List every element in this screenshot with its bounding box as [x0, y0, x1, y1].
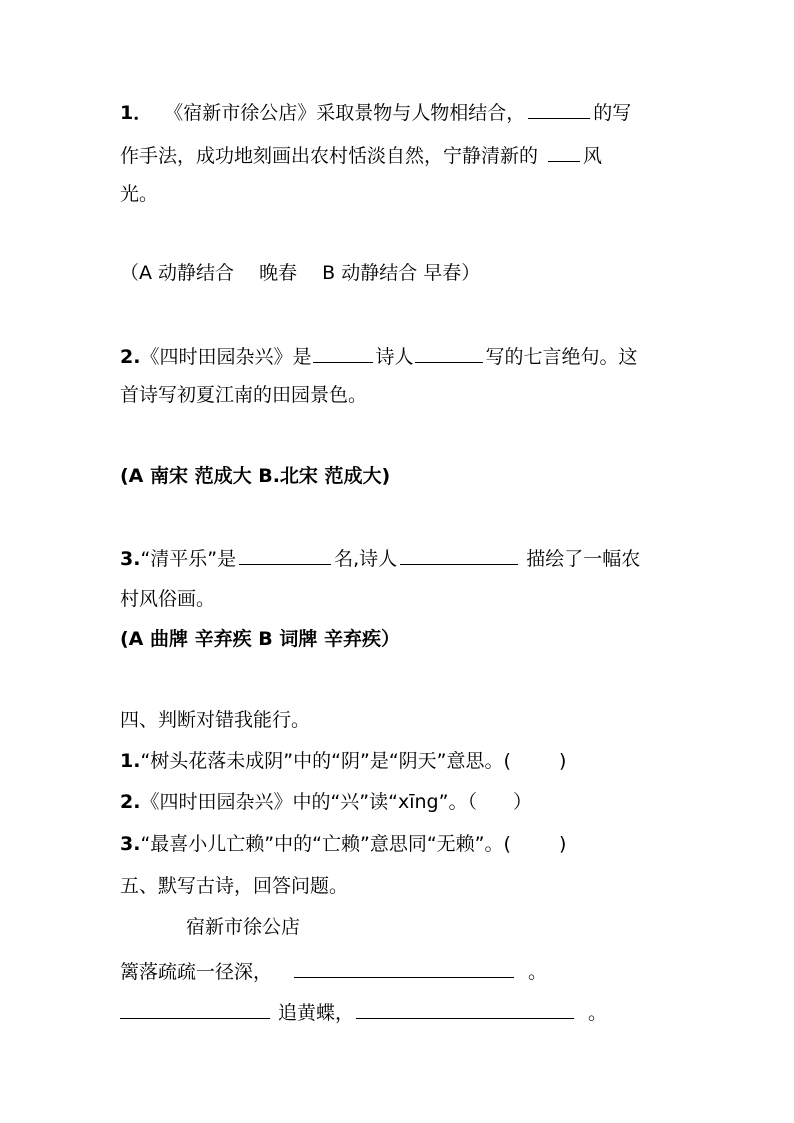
q1-line3 — [120, 185, 158, 204]
q1-options — [120, 264, 480, 283]
judge-2-text: 《四时田园杂兴》中的“兴”读“xīng”。（ — [140, 791, 477, 813]
poem-blank-2[interactable] — [120, 1002, 270, 1019]
poem-blank-3[interactable] — [356, 1002, 574, 1019]
judge-3-number: 3. — [120, 833, 141, 855]
q1-text-part5: 光。 — [120, 183, 159, 205]
q2-text-part1: 《四时田园杂兴》是 — [140, 346, 312, 368]
q3-line2 — [120, 590, 215, 609]
q3-blank-1[interactable] — [239, 548, 331, 565]
poem-line-2 — [120, 1002, 607, 1023]
poem-blank-1[interactable] — [294, 961, 514, 978]
judge-3-text: “最喜小儿亡赖”中的“亡赖”意思同“无赖”。( — [140, 833, 511, 855]
poem-line2-end: 。 — [588, 1002, 608, 1024]
q3-number: 3. — [120, 548, 141, 570]
q2-options — [120, 467, 390, 486]
q1-blank-2[interactable] — [548, 145, 580, 162]
judge-1-number: 1. — [120, 750, 141, 772]
q3-options — [120, 630, 400, 649]
q1-text-part4: 风 — [583, 145, 603, 167]
poem-title-text: 宿新市徐公店 — [186, 916, 301, 938]
q3-text-part3: 描绘了一幅农 — [526, 548, 641, 570]
q2-options-text: (A 南宋 范成大 B.北宋 范成大) — [120, 465, 391, 487]
q1-text-part3: 作手法，成功地刻画出农村恬淡自然，宁静清新的 — [120, 145, 539, 167]
poem-line2-mid: 追黄蝶， — [278, 1002, 355, 1024]
q2-number: 2. — [120, 346, 141, 368]
poem-line1-start: 篱落疏疏一径深， — [120, 961, 273, 983]
judge-item-2 — [120, 793, 532, 812]
q1-number: 1． — [120, 102, 153, 124]
q1-line1 — [120, 102, 631, 123]
section5-title — [120, 877, 348, 896]
q2-blank-1[interactable] — [313, 346, 373, 363]
judge-3-close: ) — [558, 833, 567, 855]
q2-line2 — [120, 386, 367, 405]
judge-1-text: “树头花落未成阴”中的“阴”是“阴天”意思。( — [140, 750, 511, 772]
q1-text-part2: 的写 — [593, 102, 632, 124]
poem-line-1 — [120, 961, 547, 982]
q2-line1 — [120, 346, 638, 367]
judge-2-number: 2. — [120, 791, 141, 813]
judge-item-3 — [120, 835, 566, 854]
q1-blank-1[interactable] — [528, 102, 590, 119]
section4-title-text: 四、判断对错我能行。 — [120, 709, 311, 731]
section4-title — [120, 711, 310, 730]
judge-2-close: ） — [512, 791, 532, 813]
poem-title — [186, 918, 300, 937]
q2-blank-2[interactable] — [415, 346, 483, 363]
q3-text-part4: 村风俗画。 — [120, 588, 216, 610]
q1-text-part1: 《宿新市徐公店》采取景物与人物相结合， — [164, 102, 526, 124]
q3-text-part1: “清平乐”是 — [140, 548, 237, 570]
q3-blank-2[interactable] — [400, 548, 518, 565]
q3-options-text: (A 曲牌 辛弃疾 B 词牌 辛弃疾） — [120, 628, 400, 650]
q2-text-part2: 诗人 — [375, 346, 414, 368]
q2-text-part3: 写的七言绝句。这 — [485, 346, 638, 368]
q2-text-part4: 首诗写初夏江南的田园景色。 — [120, 384, 368, 406]
poem-line1-end: 。 — [528, 961, 548, 983]
section5-title-text: 五、默写古诗，回答问题。 — [120, 875, 349, 897]
q3-text-part2: 名,诗人 — [334, 548, 398, 570]
judge-item-1 — [120, 752, 566, 771]
judge-1-close: ) — [558, 750, 567, 772]
q1-options-text: （A 动静结合 晚春 B 动静结合 早春） — [120, 262, 481, 284]
q3-line1 — [120, 548, 640, 569]
q1-line2 — [120, 145, 602, 166]
